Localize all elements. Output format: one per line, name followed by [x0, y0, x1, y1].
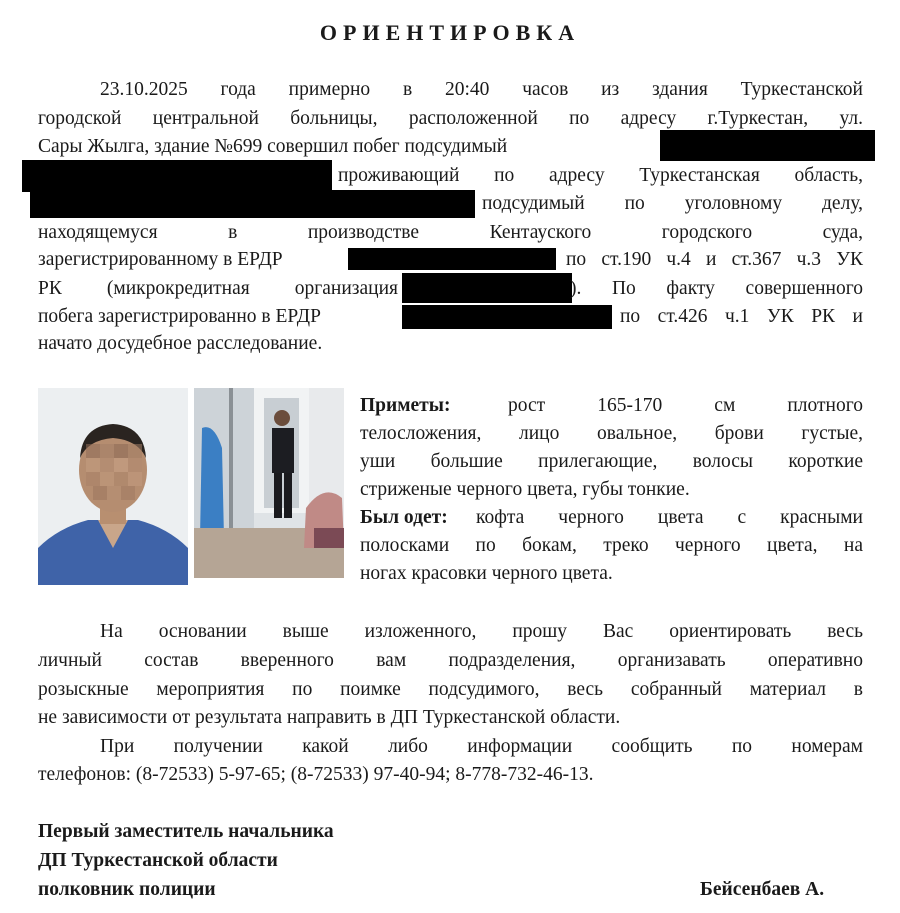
features-line-1: рост 165-170 см плотного [508, 395, 863, 416]
redaction-erdr-1 [348, 248, 556, 270]
p2-line-2: личный состав вверенного вам подразделения, организавать оперативно [38, 650, 863, 671]
p1-line-7b: по ст.190 ч.4 и ст.367 ч.3 УК [566, 249, 863, 270]
suspect-portrait-photo [38, 388, 188, 585]
document-title: ОРИЕНТИРОВКА [319, 20, 581, 45]
p2-line-3: розыскные мероприятия по поимке подсудимого, весь собранный материал в [38, 679, 863, 700]
signature-name: Бейсенбаев А. [700, 879, 825, 900]
p1-line-5: подсудимый по уголовному делу, [482, 193, 863, 214]
signature-position-3: полковник полиции [38, 879, 216, 900]
features-line-2: телосложения, лицо овальное, брови густые, [360, 423, 863, 444]
p1-line-9a: побега зарегистрированно в ЕРДР [38, 306, 321, 327]
signature-position-2: ДП Туркестанской области [38, 850, 278, 871]
p1-line-2: городской центральной больницы, расположенной по адресу г.Туркестан, ул. [38, 108, 863, 129]
redaction-name-1 [660, 130, 875, 161]
p1-line-8a: РК (микрокредитная организация [38, 278, 398, 299]
p1-line-3: Сары Жылга, здание №699 совершил побег подсудимый [38, 136, 508, 157]
signature-position-1: Первый заместитель начальника [38, 821, 334, 842]
redaction-name-2 [22, 160, 332, 192]
redaction-address [30, 190, 475, 218]
p1-line-7a: зарегистрированному в ЕРДР [38, 249, 283, 270]
dressed-line-1: кофта черного цвета с красными [476, 507, 863, 528]
p2-line-4: не зависимости от результата направить в ДП Туркестанской области. [38, 707, 621, 728]
dressed-line-2: полосками по бокам, треко черного цвета, на [360, 535, 863, 556]
dressed-line-3: ногах красовки черного цвета. [360, 563, 613, 584]
p3-line-1: При получении какой либо информации сообщить по номерам [100, 736, 863, 757]
cctv-still-photo [194, 388, 344, 578]
p3-line-2: телефонов: (8-72533) 5-97-65; (8-72533) 97-40-94; 8-778-732-46-13. [38, 764, 594, 785]
p1-line-4: проживающий по адресу Туркестанская область, [338, 165, 863, 186]
dressed-label: Был одет: [360, 507, 448, 528]
p1-line-1: 23.10.2025 года примерно в 20:40 часов из здания Туркестанской [100, 79, 863, 100]
redaction-erdr-2 [402, 305, 612, 329]
p1-line-8b: ). По факту совершенного [570, 278, 863, 299]
p1-line-9b: по ст.426 ч.1 УК РК и [620, 306, 863, 327]
p1-line-10: начато досудебное расследование. [38, 333, 323, 354]
features-label: Приметы: [360, 395, 451, 416]
p2-line-1: На основании выше изложенного, прошу Вас ориентировать весь [100, 621, 863, 642]
features-line-4: стриженые черного цвета, губы тонкие. [360, 479, 690, 500]
redaction-organization [402, 273, 572, 303]
p1-line-6: находящемуся в производстве Кентауского городского суда, [38, 222, 863, 243]
features-line-3: уши большие прилегающие, волосы короткие [360, 451, 863, 472]
